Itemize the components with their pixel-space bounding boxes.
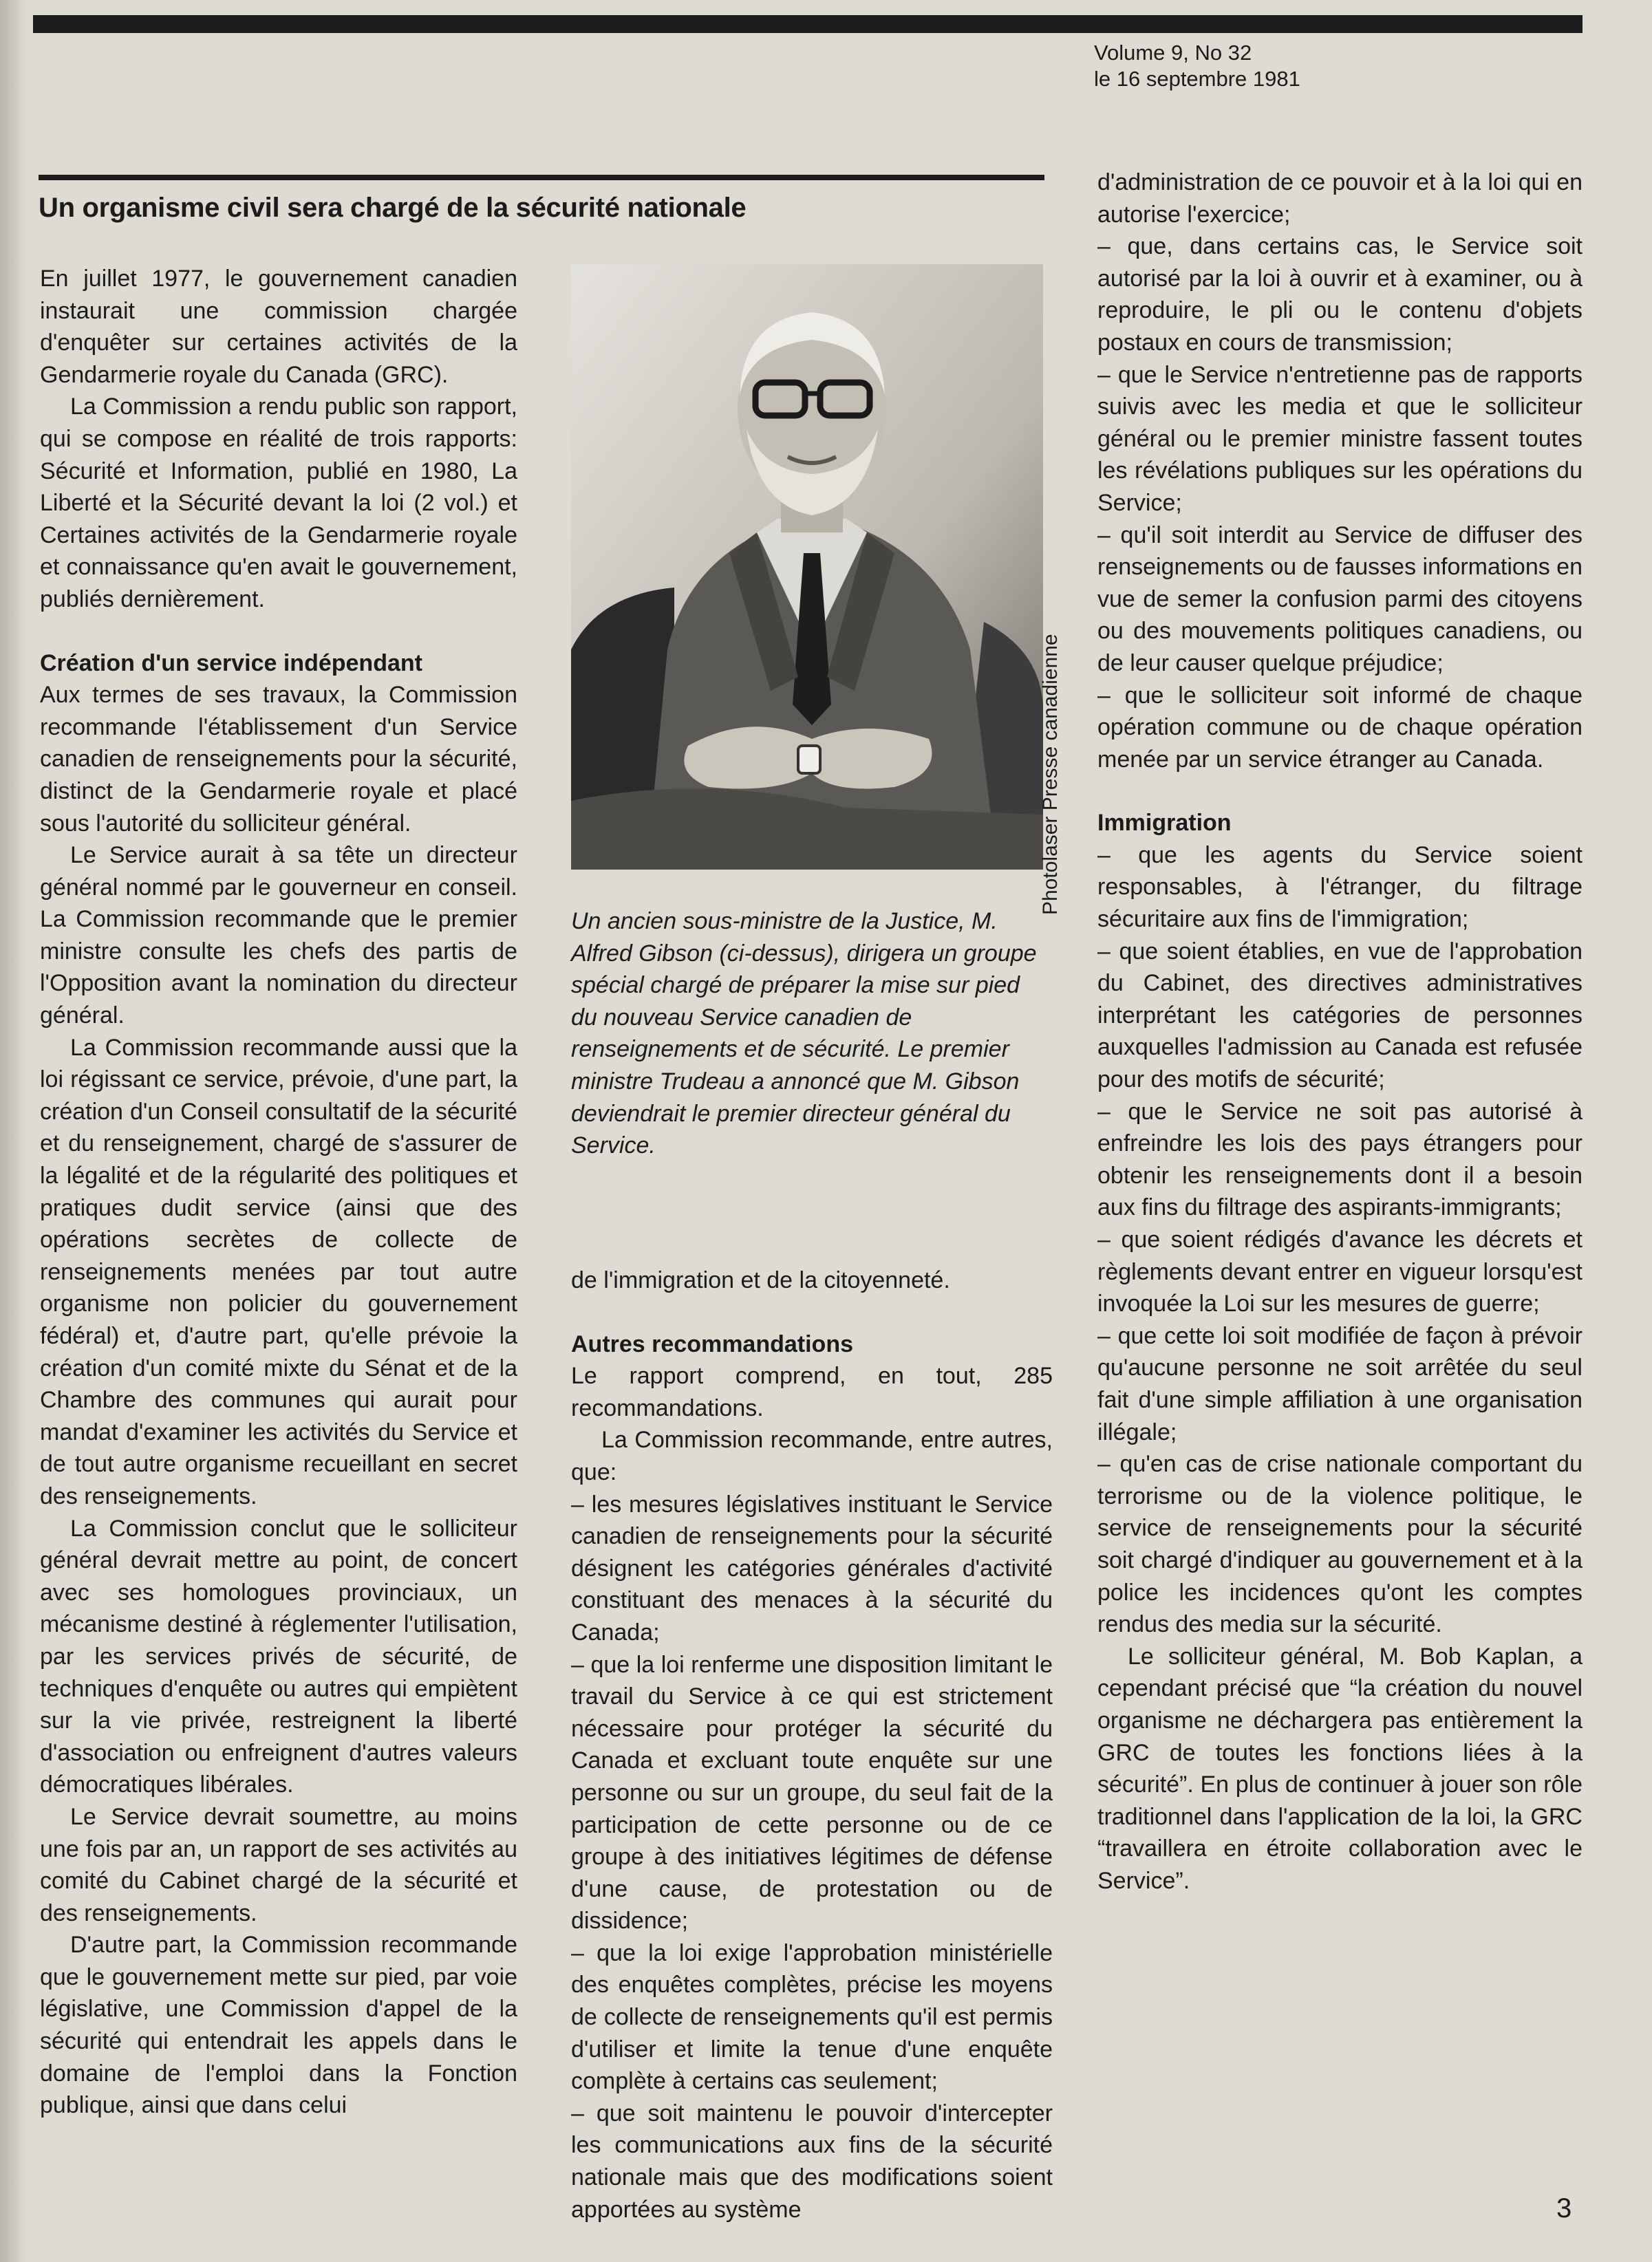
paragraph: La Commission recommande aussi que la loi régissant ce service, prévoie, d'une part, la création d'un Conseil consultatif de la sécurité et du renseignement, chargé de s'assurer de la légalité et de la régularité des politiques et pratiques dudit service (ainsi que des opérations secrètes de collecte de renseignements menées par tout autre organisme non policier du gouvernement fédéral) et, d'autre part, qu'elle prévoie la création d'un comité mixte du Sénat et de la Chambre des communes qui aurait pour mandat d'examiner les activités du Service et de tout autre organisme recueillant en secret des renseignements. <box>40 1034 517 1509</box>
paragraph: Le rapport comprend, en tout, 285 recommandations. <box>571 1363 1053 1421</box>
list-item: – que soient établies, en vue de l'approbation du Cabinet, des directives administratives interprétant les catégories de personnes auxquelles l'admission au Canada est refusée pour des motifs de sécurité; <box>1097 938 1583 1093</box>
paragraph: La Commission conclut que le solliciteur général devrait mettre au point, de concert avec ses homologues provinciaux, un mécanisme destiné à réglementer l'utilisation, par les services privés de sécurité, de techniques d'enquête ou autres qui empiètent sur la vie privée, restreignent la liberté d'association ou enfreignent d'autres valeurs démocratiques libérales. <box>40 1515 517 1798</box>
paragraph: D'autre part, la Commission recommande que le gouvernement mette sur pied, par voie législative, une Commission d'appel de la sécurité qui entendrait les appels dans le domaine de l'emploi dans la Fonction publique, ainsi que dans celui <box>40 1932 517 2119</box>
list-item: – que, dans certains cas, le Service soit autorisé par la loi à ouvrir et à examiner, ou à reproduire, le pli ou le contenu d'objets postaux en cours de transmission; <box>1097 233 1583 356</box>
paragraph: Le Service devrait soumettre, au moins une fois par an, un rapport de ses activités au comité du Cabinet chargé de la sécurité et des renseignements. <box>40 1803 517 1926</box>
subhead: Création d'un service indépendant <box>40 649 422 676</box>
issue-info <box>1094 40 1300 92</box>
list-item: – que le Service n'entretienne pas de rapports suivis avec les media et que le solliciteur général ou le premier ministre fassent toutes les révélations publiques sur les opérations du Service; <box>1097 361 1583 516</box>
paragraph: Aux termes de ses travaux, la Commission recommande l'établissement d'un Service canadien de renseignements pour la sécurité, distinct de la Gendarmerie royale et placé sous l'autorité du solliciteur général. <box>40 682 517 837</box>
list-item: – que la loi exige l'approbation ministérielle des enquêtes complètes, précise les moyens de collecte de renseignements qu'il est permis d'utiliser et limite la tenue d'une enquête complète à certains cas seulement; <box>571 1939 1053 2095</box>
subhead: Immigration <box>1097 810 1232 837</box>
list-item: – que soit maintenu le pouvoir d'intercepter les communications aux fins de la sécurité nationale mais que des modifications soient apportées au système <box>571 2100 1053 2223</box>
paragraph: La Commission recommande, entre autres, que: <box>571 1427 1053 1485</box>
column-3 <box>1097 166 1583 1897</box>
portrait-illustration <box>571 264 1043 870</box>
page-number: 3 <box>1556 2193 1572 2223</box>
list-item: – que le solliciteur soit informé de chaque opération commune ou de chaque opération menée par un service étranger au Canada. <box>1097 682 1583 773</box>
column-2 <box>571 1264 1053 2226</box>
subhead: Autres recommandations <box>571 1331 853 1357</box>
issue-volume: Volume 9, No 32 <box>1094 41 1252 65</box>
paragraph: Le solliciteur général, M. Bob Kaplan, a cependant précisé que “la création du nouvel organisme ne déchargera pas entièrement la GRC de toutes les fonctions liées à la sécurité”. En plus de continuer à jouer son rôle traditionnel dans l'application de la loi, la GRC “travaillera en étroite collaboration avec le Service”. <box>1097 1643 1583 1894</box>
paragraph: de l'immigration et de la citoyenneté. <box>571 1267 950 1293</box>
list-item: – les mesures législatives instituant le Service canadien de renseignements pour la sécurité désignent les catégories générales d'activité constituant des menaces à la sécurité du Canada; <box>571 1491 1053 1646</box>
column-1 <box>40 263 517 2122</box>
top-rule <box>33 15 1583 33</box>
photo-credit: Photolaser Presse canadienne <box>1039 634 1062 915</box>
photo-caption: Un ancien sous-ministre de la Justice, M. Alfred Gibson (ci-dessus), dirigera un groupe spécial chargé de préparer la mise sur pied du nouveau Service canadien de renseignements et de sécurité. Le premier ministre Trudeau a annoncé que M. Gibson deviendrait le premier directeur général du Service. <box>571 908 1037 1159</box>
list-item: – que les agents du Service soient responsables, à l'étranger, du filtrage sécuritaire aux fins de l'immigration; <box>1097 841 1583 933</box>
list-item: – que la loi renferme une disposition limitant le travail du Service à ce qui est strictement nécessaire pour protéger la sécurité du Canada et excluant toute enquête sur une personne ou sur un groupe, du seul fait de la participation de cette personne ou de ce groupe à des initiatives légitimes de défense d'une cause, de protestation ou de dissidence; <box>571 1651 1053 1935</box>
list-item: – que soient rédigés d'avance les décrets et règlements devant entrer en vigueur lorsqu'est invoquée la Loi sur les mesures de guerre; <box>1097 1227 1583 1317</box>
issue-date: le 16 septembre 1981 <box>1094 67 1300 91</box>
article-headline: Un organisme civil sera chargé de la sécurité nationale <box>39 193 747 223</box>
list-item: – que le Service ne soit pas autorisé à enfreindre les lois des pays étrangers pour obtenir les renseignements dont il a besoin aux fins du filtrage des aspirants-immigrants; <box>1097 1098 1583 1221</box>
binding-shadow <box>0 0 28 2262</box>
list-item: – que cette loi soit modifiée de façon à prévoir qu'aucune personne ne soit arrêtée du seul fait d'une simple affiliation à une organisation illégale; <box>1097 1322 1583 1445</box>
paragraph: La Commission a rendu public son rapport, qui se compose en réalité de trois rapports: Sécurité et Information, publié en 1980, La Liberté et la Sécurité devant la loi (2 vol.) et Certaines activités de la Gendarmerie royale et connaissance qu'en avait le gouvernement, publiés dernièrement. <box>40 394 517 612</box>
list-item: – qu'il soit interdit au Service de diffuser des renseignements ou de fausses informations en vue de semer la confusion parmi des citoyens ou des mouvements politiques canadiens, ou de leur causer quelque préjudice; <box>1097 521 1583 676</box>
headline-rule <box>39 175 1044 180</box>
list-item: – qu'en cas de crise nationale comportant du terrorisme ou de la violence politique, le service de renseignements pour la sécurité soit chargé d'indiquer au gouvernement et à la police les incidences qu'ont les comptes rendus des media sur la sécurité. <box>1097 1451 1583 1638</box>
portrait-photo <box>571 264 1043 870</box>
paragraph: d'administration de ce pouvoir et à la loi qui en autorise l'exercice; <box>1097 169 1583 228</box>
paragraph: En juillet 1977, le gouvernement canadien instaurait une commission chargée d'enquêter sur certaines activités de la Gendarmerie royale du Canada (GRC). <box>40 266 517 388</box>
paragraph: Le Service aurait à sa tête un directeur général nommé par le gouverneur en conseil. La Commission recommande que le premier ministre consulte les chefs des partis de l'Opposition avant la nomination du directeur général. <box>40 842 517 1029</box>
